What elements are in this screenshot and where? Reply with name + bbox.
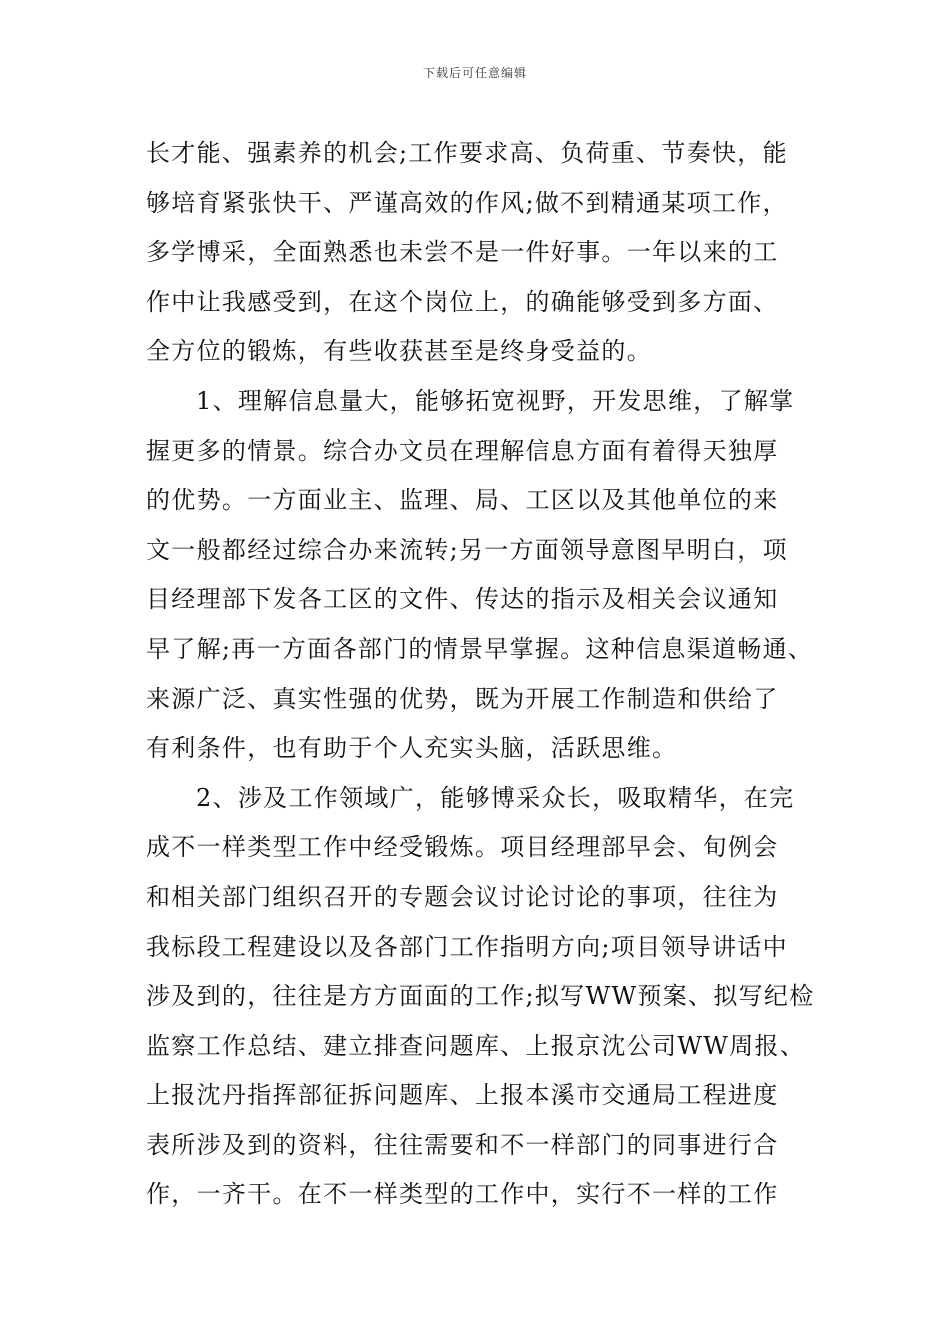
text-line: 表所涉及到的资料，往往需要和不一样部门的同事进行合	[146, 1130, 779, 1159]
text-line: 长才能、强素养的机会;工作要求高、负荷重、节奏快，能	[146, 139, 788, 167]
paragraph	[146, 774, 818, 1220]
text-line: 文一般都经过综合办来流转;另一方面领导意图早明白，项	[146, 535, 788, 564]
text-line: 上报沈丹指挥部征拆问题库、上报本溪市交通局工程进度	[146, 1081, 779, 1110]
text-line: 多学博采，全面熟悉也未尝不是一件好事。一年以来的工	[146, 238, 779, 267]
paragraph	[146, 377, 818, 774]
text-line: 作中让我感受到，在这个岗位上，的确能够受到多方面、	[146, 287, 779, 316]
text-line: 成不一样类型工作中经受锻炼。项目经理部早会、旬例会	[146, 833, 779, 862]
text-line: 有利条件，也有助于个人充实头脑，活跃思维。	[146, 734, 678, 763]
document-body	[146, 129, 818, 1220]
text-line: 作，一齐干。在不一样类型的工作中，实行不一样的工作	[146, 1180, 779, 1209]
text-line: 目经理部下发各工区的文件、传达的指示及相关会议通知	[146, 585, 779, 614]
text-line: 早了解;再一方面各部门的情景早掌握。这种信息渠道畅通、	[146, 634, 814, 663]
page-header: 下载后可任意编辑	[422, 66, 527, 80]
text-line: 握更多的情景。综合办文员在理解信息方面有着得天独厚	[146, 436, 779, 465]
text-line: 和相关部门组织召开的专题会议讨论讨论的事项，往往为	[146, 882, 779, 911]
text-line: 的优势。一方面业主、监理、局、工区以及其他单位的来	[146, 486, 779, 515]
paragraph	[146, 129, 818, 377]
text-line: 2、涉及工作领域广，能够博采众长，吸取精华，在完	[196, 783, 795, 812]
text-line: 全方位的锻炼，有些收获甚至是终身受益的。	[146, 337, 652, 366]
text-line: 我标段工程建设以及各部门工作指明方向;项目领导讲话中	[146, 932, 788, 961]
text-line: 够培育紧张快干、严谨高效的作风;做不到精通某项工作，	[146, 188, 788, 217]
text-line: 涉及到的，往往是方方面面的工作;拟写WW预案、拟写纪检	[146, 982, 815, 1011]
text-line: 来源广泛、真实性强的优势，既为开展工作制造和供给了	[146, 684, 779, 713]
text-line: 监察工作总结、建立排查问题库、上报京沈公司WW周报、	[146, 1031, 806, 1060]
text-line: 1、理解信息量大，能够拓宽视野，开发思维，了解掌	[196, 386, 795, 415]
